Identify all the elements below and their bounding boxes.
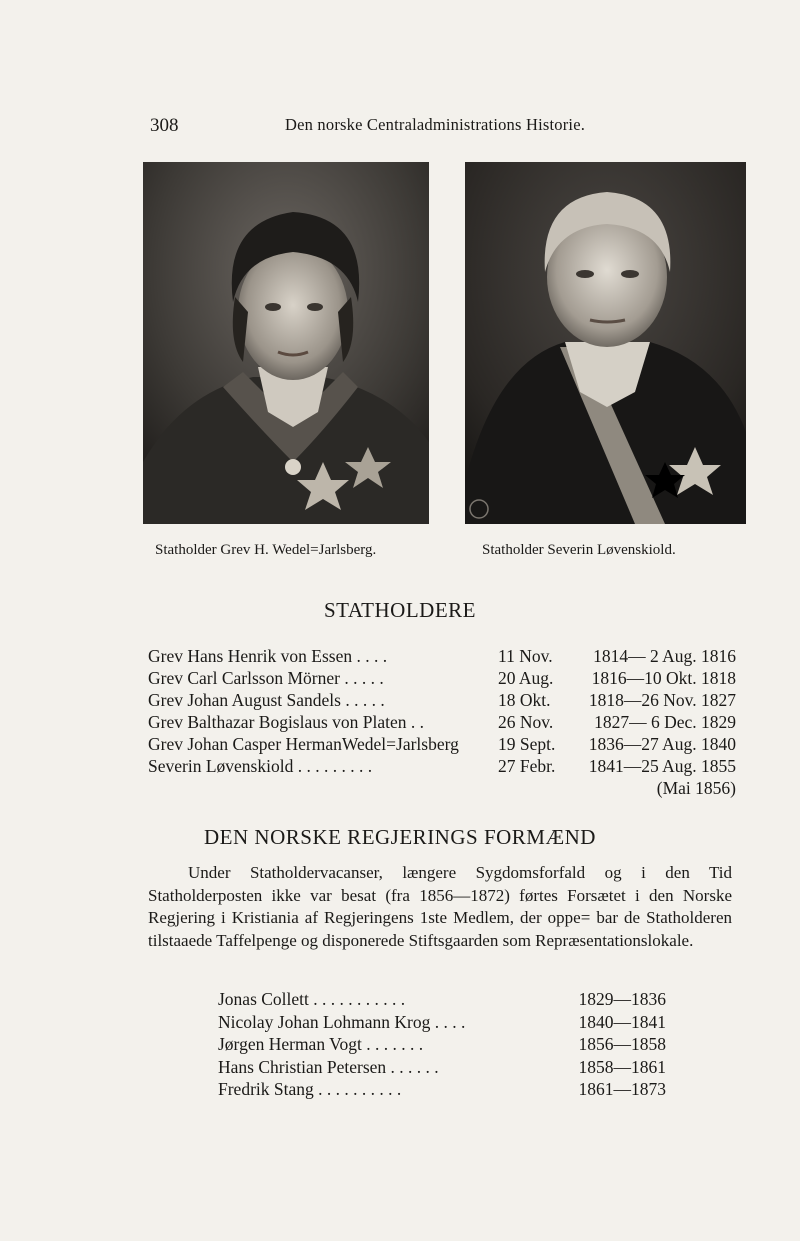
statholder-start-date: 11 Nov. — [498, 646, 553, 666]
formand-name: Jørgen Herman Vogt . . . . . . . — [218, 1034, 424, 1054]
statholder-term: 1816—10 Okt. 1818 — [591, 668, 736, 688]
statholder-term: 1814— 2 Aug. 1816 — [593, 646, 736, 666]
formand-name: Hans Christian Petersen . . . . . . — [218, 1056, 439, 1077]
statholder-start-date: 20 Aug. — [498, 668, 554, 688]
statholder-term: 1818—26 Nov. 1827 — [588, 690, 736, 710]
formand-years: 1840—1841 — [578, 1011, 666, 1032]
portrait-caption-2: Statholder Severin Løvenskiold. — [482, 542, 676, 558]
list-item — [148, 733, 736, 755]
portrait-wedel-jarlsberg — [143, 162, 429, 524]
portrait-lovenskiold — [465, 162, 746, 524]
statholder-name: Grev Carl Carlsson Mörner . . . . . — [148, 668, 384, 688]
list-item — [148, 689, 736, 711]
formand-years: 1861—1873 — [578, 1079, 666, 1099]
statholder-term: 1841—25 Aug. 1855 — [588, 756, 736, 776]
list-item — [148, 667, 736, 689]
formand-years: 1858—1861 — [578, 1056, 666, 1077]
list-item — [218, 1078, 666, 1101]
section-heading-formaend: DEN NORSKE REGJERINGS FORMÆND — [204, 825, 596, 849]
list-item — [148, 645, 736, 667]
statholder-name: Grev Balthazar Bogislaus von Platen . . — [148, 712, 425, 732]
formand-name: Jonas Collett . . . . . . . . . . . — [218, 989, 406, 1009]
formand-years: 1856—1858 — [578, 1034, 666, 1054]
statholder-start-date: 19 Sept. — [498, 734, 556, 754]
statholder-name: Grev Hans Henrik von Essen . . . . — [148, 646, 388, 666]
section-heading-statholdere: STATHOLDERE — [324, 598, 476, 622]
statholder-term: 1836—27 Aug. 1840 — [588, 734, 736, 754]
statholdere-list — [148, 645, 736, 799]
list-item — [218, 1056, 666, 1079]
running-head: Den norske Centraladministrations Historie. — [285, 115, 586, 134]
paragraph-text: Under Statholdervacanser, længere Sygdomsforfald og i den Tid Statholderposten ikke var besat (fra 1856—1872) førtes Forsætet i den Norske Regjering i Kristiania af Regjeringens 1ste Medlem, der oppe= bar de Statholderen tilstaaede Taffelpenge og disponerede Stiftsgaarden som Repræsentationslokale. — [148, 863, 732, 950]
formand-name: Nicolay Johan Lohmann Krog . . . . — [218, 1011, 466, 1032]
statholder-name: Grev Johan August Sandels . . . . . — [148, 690, 385, 710]
statholder-start-date: 26 Nov. — [498, 712, 554, 732]
list-item — [148, 711, 736, 733]
statholder-start-date: 18 Okt. — [498, 690, 551, 710]
statholder-start-date: 27 Febr. — [498, 756, 556, 776]
list-item — [218, 1033, 666, 1056]
statholder-extra-note: (Mai 1856) — [656, 778, 736, 798]
page-number: 308 — [150, 115, 179, 136]
list-item — [218, 988, 666, 1011]
statholder-term: 1827— 6 Dec. 1829 — [594, 712, 736, 732]
portrait-caption-1: Statholder Grev H. Wedel=Jarlsberg. — [155, 542, 377, 558]
statholder-name: Grev Johan Casper HermanWedel=Jarlsberg — [148, 734, 459, 754]
formand-name: Fredrik Stang . . . . . . . . . . — [218, 1079, 402, 1099]
list-item — [148, 755, 736, 777]
body-paragraph — [148, 862, 732, 952]
formaend-list — [218, 988, 666, 1101]
formand-years: 1829—1836 — [578, 989, 666, 1009]
list-item — [218, 1011, 666, 1034]
statholder-name: Severin Løvenskiold . . . . . . . . . — [148, 756, 373, 776]
